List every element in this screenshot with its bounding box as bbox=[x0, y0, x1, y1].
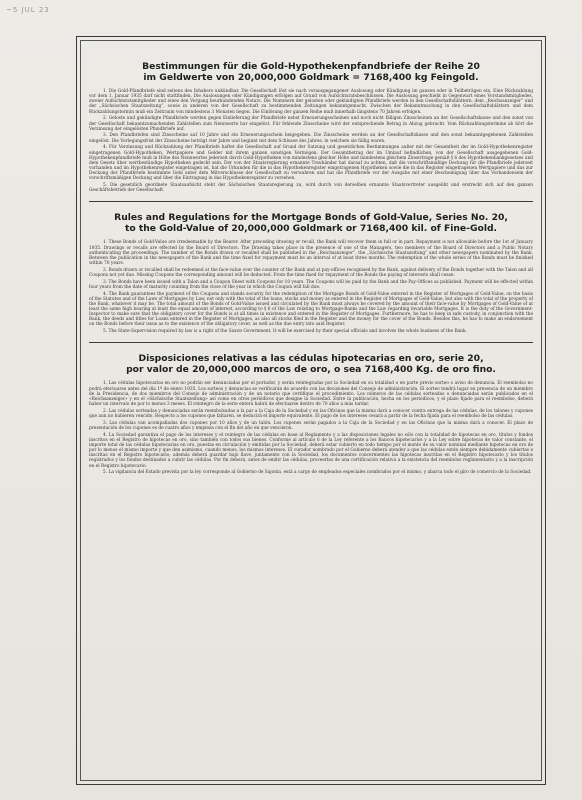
title-line: por valor de 20,000,000 marcos de oro, o sea 7168,400 Kg. de oro fino. bbox=[126, 364, 496, 376]
paragraph: 1. Las cédulas hipotecarias en oro no podrán ser denunciadas por el portador, y serán reintegradas por la Sociedad en su totalidad o en parte previo sorteo o aviso de denuncia. El reembolso no podrá efectuarse antes del día 1º de enero 1935. Los sorteos y denuncias se verificarán de acuerdo con las decisiones del Consejo de administración. El sorteo tendrá lugar en presencia de un miembro de la Presidencia, de dos miembros del Consejo de administración y de un notario que certifique el procedimiento. Los números de las cédulas sorteadas o denunciadas serán publicados en el «Reichsanzeiger» y en el «Sächsische Staatszeitung» así como en otros periódicos que designe la Sociedad. Entre la publicación, hecha en los periódicos, y el plazo fijado para el reembolso, deberá haber un intervalo de por lo menos 3 meses. El reintegro de la serie entera habrá de efectuarse dentro de 70 años a más tardar. bbox=[89, 381, 533, 407]
paragraph: 3. Las cédulas van acompañadas dos cupones por 10 años y de un talón. Los cupones serán pagados a la Caja de la Sociedad y en las Oficinas que la misma dará a conocer. El plazo de presentación de los cupones es de cuatro años y empieza con el fin del año en que vencieron. bbox=[89, 420, 533, 431]
section-divider bbox=[89, 342, 533, 343]
title-line: to the Gold-Value of 20,000,000 Goldmark or 7168,400 kil. of Fine-Gold. bbox=[124, 223, 498, 235]
paragraph: 4. The Bank guarantees the payment of the Coupons and stands security for the redemption of the Mortgage Bonds of Gold-Value entered in the Register of Mortgages of Gold-Value, on the basis of the Statutes and of the Laws of Mortgages by Law, not only with the total of the loans, stocks and money as entered in the Register of Mortgages of Gold-Value, but also with the total of the property of the Bank, whatever it may be. The total amount of the Bonds of Gold-Value issued and circulated by the Bank must always be covered by the amount of their face-value by Mortgages of Gold-Value of at least the same high bearing at least the equal amount of interest, according to § 6 of the Law relating to Mortgage-Banks and the Law regarding invariable Mortgages. It is the duty of the Government-Inspector to make sure that the obligatory cover for the Bonds is at all times in existence and entered in the Register of Mortgages. Furthermore, he has to keep in safe custody, in conjunction with the Bank, the deeds and titles for Loans entered in the Register of Mortgages, as also all stocks filed in the Register and the money for the cover of the Bonds. Besides this, he has to make an endorsement on the Bonds before their issue as to the existence of the obligatory cover, as well as the due entry into said Register. bbox=[89, 291, 533, 328]
paragraph: 4. Für Verzinsung und Rückzahlung der Pfandbriefe haftet die Gesellschaft auf Grund der Satzung und gesetzlichen Bestimmungen außer mit der Gesamtheit der im Gold-Hypothekenregister eingetragenen Gold-Hypotheken, Wertpapiere und Gelder mit ihrem ganzen sonstigen Vermögen. Der Gesamtbetrag der im Umlauf befindlichen, von der Gesellschaft ausgegebenen Gold-Hypothekenpfandbriefe muß in Höhe des Nennwertes jederzeit durch Gold-Hypotheken von mindestens gleicher Höhe und mindestens gleichem Zinsertrage gemäß § 6 des Hypothekenbankgesetzes und dem Gesetz über wertbeständige Hypotheken gedeckt sein. Der von der Staatsregierung ernannte Treuhänder hat darauf zu achten, daß die vorschriftsmäßige Deckung für die Pfandbriefe jederzeit vorhanden und im Hypothekenregister eingetragen ist, hat die Urkunden für die in das Hypothekenregister eingetragenen Hypotheken sowie die in das Register eingetragenen Wertpapiere und das zur Deckung der Pfandbriefe bestimmte Geld unter dem Mitverschlusse der Gesellschaft zu verwahren und hat die Pfandbriefe vor der Ausgabe mit einer Bescheinigung über das Vorhandensein der vorschriftsmäßigen Deckung und über die Eintragung in das Hypothekenregister zu versehen. bbox=[89, 145, 533, 182]
title-line: Bestimmungen für die Gold-Hypothekenpfandbriefe der Reihe 20 bbox=[142, 61, 480, 72]
paragraph: 3. The Bonds have been issued with a Talon and a Coupon Sheet with Coupons for 10 years. The Coupons will be paid by the Bank and the Pay-Offices as published. Payment will be effected within four years from the date of maturity counting from the close of the year in which the Coupon will fall due. bbox=[89, 279, 533, 290]
paragraph: 1. These Bonds of Gold-Value are irredeemable by the Bearer. After preceding drawing or recall, the Bank will recover them in full or in part. Repayment is not allowable before the 1st of January 1935. Drawings or recalls are effected by the Board of Directors. The Drawing takes place in the presence of one of the Managers, two members of the Board of Directors and a Public Notary authenticating the proceedings. The number of the Bonds drawn or recalled shall be published in the „Reichsanzeiger“, the „Sächsische Staatszeitung“ and other newspapers nominated by the Bank. Between the publication in the newspapers of the Bank and the time fixed for repayment must be an interval of at least three months. The redemption of the whole series of the Bonds must be finished within 70 years. bbox=[89, 240, 533, 266]
section-spanish bbox=[89, 353, 533, 475]
title-line: Rules and Regulations for the Mortgage Bonds of Gold-Value, Series No. 20, bbox=[114, 212, 508, 224]
section-title bbox=[89, 61, 533, 83]
section-title bbox=[89, 353, 533, 375]
section-divider bbox=[89, 201, 533, 202]
paragraph: 5. Die gesetzlich geordnete Staatsaufsicht steht der Sächsischen Staatsregierung zu, wird durch von derselben ernannte Staatsvertreter ausgeübt und erstreckt sich auf den ganzen Geschäftsbetrieb der Gesellschaft. bbox=[89, 183, 533, 194]
paragraph: 4. La Sociedad garantiza el pago de los intereses y el reintegro de las cédulas en base al Reglamento y a las disposiciones legales no sólo con la totalidad de hipotecas en oro, títulos y fondos inscritos en el Registro de hipotecas en oro, sino también con todos sus bienes. Conforme al artículo 6 de la Ley referente a los Bancos hipotecarios y a la Ley sobre hipotecas de valor constante, el importe total de las cédulas hipotecarias en oro, puestas en circulación y emitidas por la Sociedad, deberá estar cubierto en todo tiempo por el monto de su valor nominal mediante hipotecas en oro de por lo menos el mismo importe y que den asimismo, cuando menos, los mismos intereses. El curador nombrado por el Gobierno deberá atender a que las cédulas estén siempre debidamente cubiertas e inscritas en el Registro hipotecario; además deberá guardar bajo llave, juntamente con la Sociedad, los documentos concernientes las hipotecas inscritas en el Registro hipotecario y los títulos registrados y los fondos destinados a cubrir las cédulas. Por fin deberá, antes de emitir las cédulas, proveerlas de una certificación relativa a la existencia del reembolso reglamentario y a la inscripción en el Registro hipotecario. bbox=[89, 432, 533, 469]
paragraph: 3. Den Pfandbriefen sind Zinsscheine auf 10 Jahre und ein Erneuerungsschein beigegeben. Die Zinsscheine werden an der Gesellschaftskasse und den sonst bekanntgegebenen Zahlstellen eingelöst. Die Vorlegungsfrist der Zinsscheine beträgt vier Jahre und beginnt mit dem Schlusse des Jahres, in welchem sie fällig waren. bbox=[89, 133, 533, 144]
section-title bbox=[89, 212, 533, 234]
paragraph: 2. Geloste und gekündigte Pfandbriefe werden gegen Einlieferung der Pfandbriefe nebst Erneuerungsscheinen und noch nicht fälligen Zinsscheinen an der Gesellschaftskasse und den sonst von der Gesellschaft bekanntzumachenden Zahlstellen zum Nennwerte bar eingelöst. Für fehlende Zinsscheine wird der entsprechende Betrag in Abzug gebracht. Vom Rückzahlungstermine ab hört die Verzinsung der eingelösten Pfandbriefe auf. bbox=[89, 116, 533, 132]
section-english bbox=[89, 212, 533, 334]
paragraph: 2. Las cédulas sorteadas y denunciadas serán reembolsadas a la par a la Caja de la Sociedad y en las Oficinas que la misma dará a conocer contra entrega de las cédulas, de los talones y cupones que aun no hubieren vencido. Respecto a los cupones que faltaren, se deducirá el importe equivalente. El pago de los intereses cesará a partir de la fecha fijada para el reembolso de las cédulas. bbox=[89, 408, 533, 419]
paragraph: 1. Die Gold-Pfandbriefe sind seitens des Inhabers unkündbar. Die Gesellschaft löst sie nach vorausgegangener Auslosung oder Kündigung im ganzen oder in Teilbeträgen ein. Eine Rückzahlung vor dem 1. Januar 1935 darf nicht stattfinden. Die Auslosungen oder Kündigungen erfolgen auf Grund von Aufsichtsratsbeschlüssen. Die Auslosung geschieht in Gegenwart eines Vorstandsmitgliedes, zweier Aufsichtsratsmitglieder und eines den Vorgang beurkundenden Notars. Die Nummern der gelosten oder gekündigten Pfandbriefe werden in den Gesellschaftsblättern, dem „Reichsanzeiger“ und der „Sächsischen Staatszeitung“, sowie in anderen von der Gesellschaft zu bestimmenden Zeitungen bekanntgemacht. Zwischen der Bekanntmachung in den Gesellschaftsblättern und dem Rückzahlungstermin muß ein Zeitraum von mindestens 3 Monaten liegen. Die Einlösung der ganzen Reihe muß innerhalb längstens 70 Jahren erfolgen. bbox=[89, 89, 533, 115]
paragraph: 5. La vigilancia del Estado prevista por la ley corresponde al Gobierno de Sajonia, está a cargo de empleados especiales nombrados por el mismo, y abarca todo el giro de comercio de la Sociedad. bbox=[103, 470, 532, 476]
document-frame bbox=[76, 36, 546, 785]
title-line: im Geldwerte von 20,000,000 Goldmark = 7168,400 kg Feingold. bbox=[143, 72, 479, 83]
title-line: Disposiciones relativas a las cédulas hipotecarias en oro, serie 20, bbox=[138, 353, 484, 365]
document-content bbox=[89, 61, 533, 774]
paragraph: 5. The State-Supervision required by law is a right of the Saxon Government. It will be exercised by their special officials and involves the whole business of the Bank. bbox=[103, 329, 467, 335]
section-german bbox=[89, 61, 533, 193]
pencil-note: ~5 JUL 23 bbox=[6, 6, 50, 14]
paragraph: 2. Bonds drawn or recalled shall be redeemed at the face-value over the counter of the Bank and at pay-offices recognised by the Bank, against delivery of the Bonds together with the Talon and all Coupons not yet due. Missing Coupons the corresponding amount will be deducted. From the time fixed for repayment of the Bonds the paying of interests shall cease. bbox=[89, 267, 533, 278]
